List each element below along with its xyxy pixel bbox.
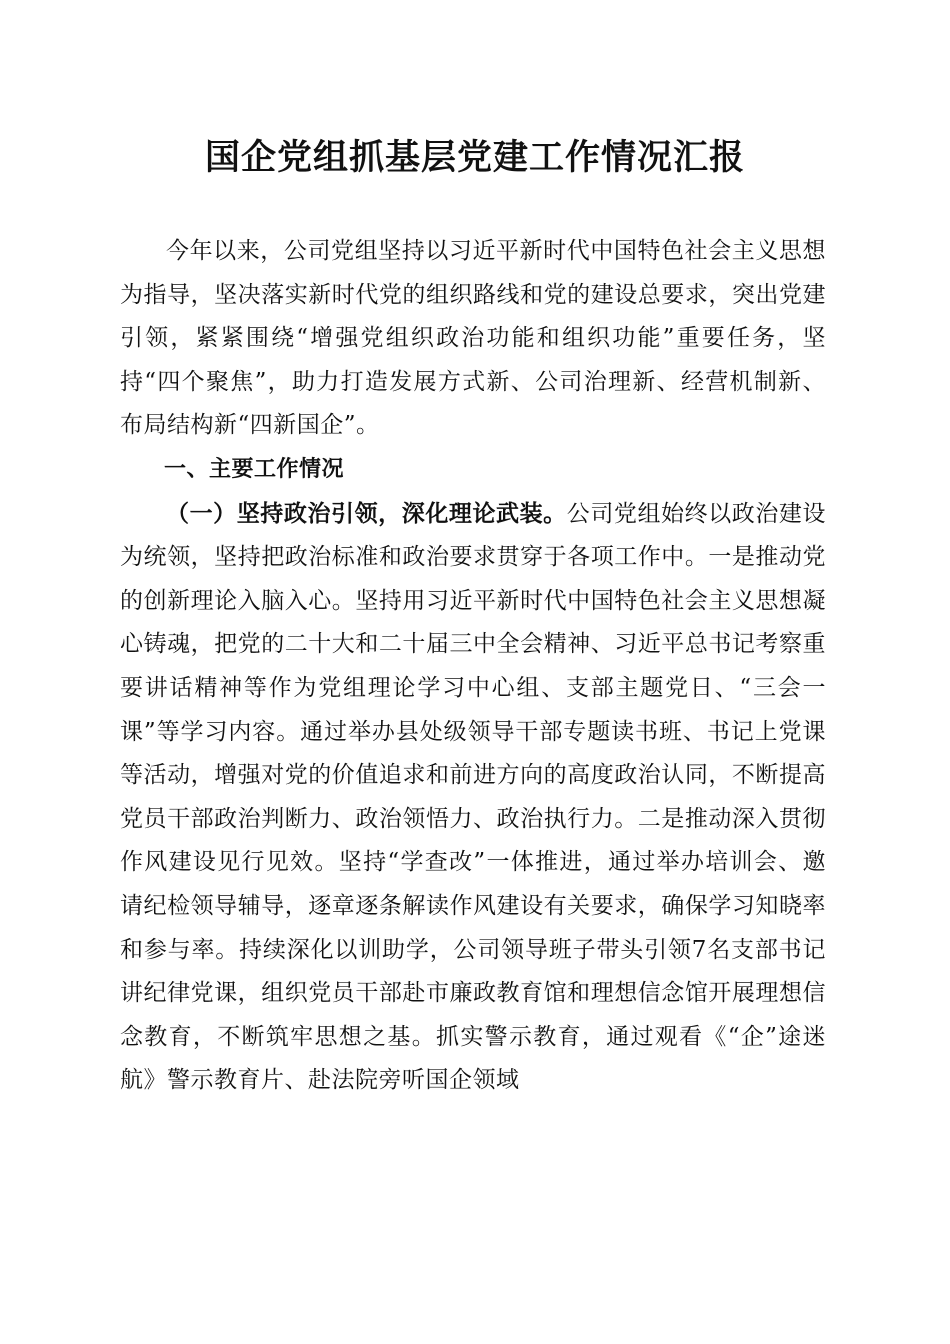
subsection-body: 公司党组始终以政治建设为统领，坚持把政治标准和政治要求贯穿于各项工作中。一是推动党的创新理论入脑入心。坚持用习近平新时代中国特色社会主义思想凝心铸魂，把党的二十大和二十届三中全会精神、习近平总书记考察重要讲话精神等作为党组理论学习中心组、支部主题党日、“三会一课”等学习内容。通过举办县处级领导干部专题读书班、书记上党课等活动，增强对党的价值追求和前进方向的高度政治认同，不断提高党员干部政治判断力、政治领悟力、政治执行力。二是推动深入贯彻作风建设见行见效。坚持“学查改”一体推进，通过举办培训会、邀请纪检领导辅导，逐章逐条解读作风建设有关要求，确保学习知晓率和参与率。持续深化以训助学，公司领导班子带头引领7名支部书记讲纪律党课，组织党员干部赴市廉政教育馆和理想信念馆开展理想信念教育，不断筑牢思想之基。抓实警示教育，通过观看《“企”途迷航》警示教育片、赴法院旁听国企领域 xyxy=(120,500,827,1094)
document-body xyxy=(120,230,826,1103)
subsection-heading: （一）坚持政治引领，深化理论武装。 xyxy=(166,499,567,527)
section-heading-main-work: 一、主要工作情况 xyxy=(164,456,345,482)
subsection-paragraph-political-leadership xyxy=(120,492,826,1103)
intro-paragraph: 今年以来，公司党组坚持以习近平新时代中国特色社会主义思想为指导，坚决落实新时代党的组织路线和党的建设总要求，突出党建引领，紧紧围绕“增强党组织政治功能和组织功能”重要任务，坚持“四个聚焦”，助力打造发展方式新、公司治理新、经营机制新、布局结构新“四新国企”。 xyxy=(120,238,826,439)
document-title: 国企党组抓基层党建工作情况汇报 xyxy=(204,137,745,178)
